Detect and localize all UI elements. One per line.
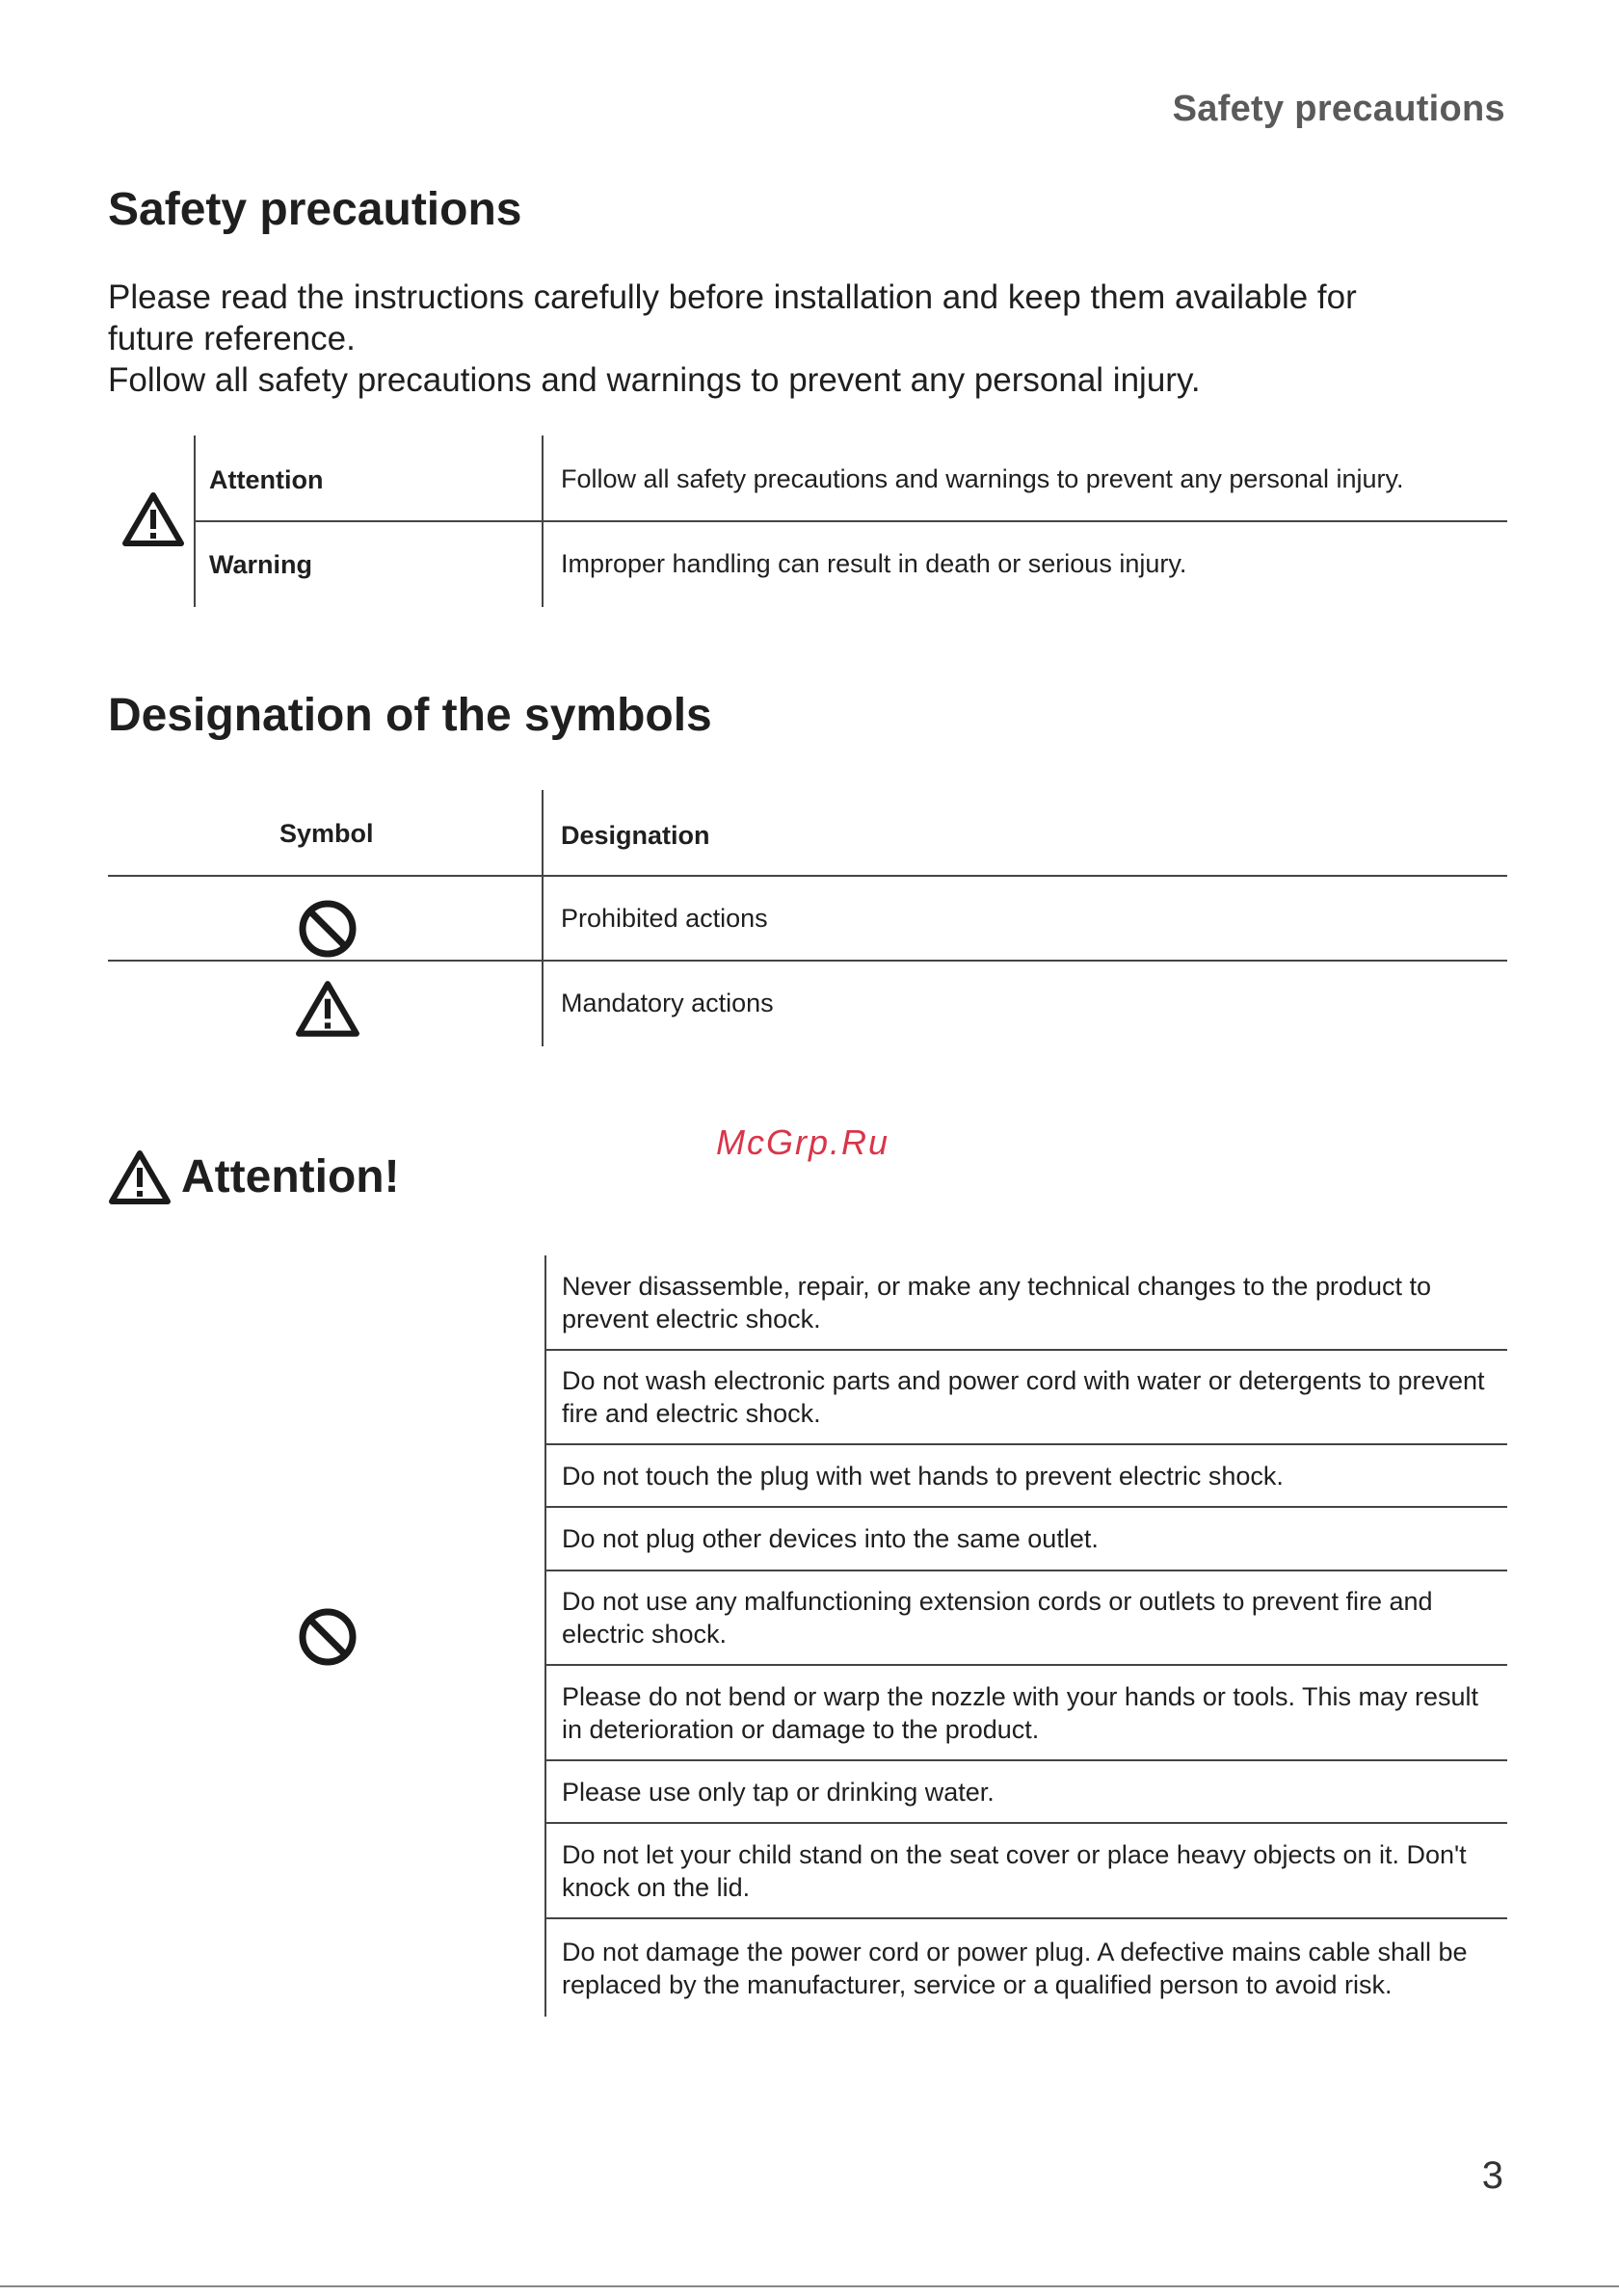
warning-triangle-icon xyxy=(121,490,185,548)
symbol-designation-mandatory: Mandatory actions xyxy=(561,989,774,1017)
table-divider xyxy=(108,960,1507,962)
symbols-header-symbol: Symbol xyxy=(279,819,374,848)
warnings-label-warning: Warning xyxy=(209,550,312,579)
prohibited-icon xyxy=(297,898,358,960)
rule-text: Do not damage the power cord or power plug. A defective mains cable shall be replaced by the manufacturer, service or a qualified person to avoid risk. xyxy=(562,1937,1468,1999)
rule-item xyxy=(546,1445,1507,1508)
rule-item xyxy=(546,1351,1507,1445)
rule-item xyxy=(546,1761,1507,1824)
rule-item xyxy=(546,1571,1507,1666)
rule-item xyxy=(546,1919,1507,2017)
rule-text: Please use only tap or drinking water. xyxy=(562,1777,995,1807)
rule-text: Do not wash electronic parts and power cord with water or detergents to prevent fire and electric shock. xyxy=(562,1366,1485,1428)
table-divider xyxy=(108,875,1507,877)
warnings-text-attention: Follow all safety precautions and warnings to prevent any personal injury. xyxy=(561,464,1404,493)
warning-triangle-icon xyxy=(295,979,360,1039)
watermark: McGrp.Ru xyxy=(716,1122,890,1162)
page-title: Safety precautions xyxy=(108,184,522,235)
rule-item xyxy=(546,1666,1507,1761)
intro-line-3: Follow all safety precautions and warnings to prevent any personal injury. xyxy=(108,361,1201,399)
warnings-label-attention: Attention xyxy=(209,465,324,494)
rule-text: Do not use any malfunctioning extension cords or outlets to prevent fire and electric shock. xyxy=(562,1587,1433,1649)
rule-text: Never disassemble, repair, or make any technical changes to the product to prevent electric shock. xyxy=(562,1271,1431,1333)
intro-line-1: Please read the instructions carefully before installation and keep them available for xyxy=(108,278,1357,316)
page-bottom-edge xyxy=(0,2285,1619,2287)
rule-item xyxy=(546,1824,1507,1919)
warnings-text-warning: Improper handling can result in death or serious injury. xyxy=(561,549,1187,578)
rule-item xyxy=(546,1255,1507,1351)
rule-text: Do not let your child stand on the seat cover or place heavy objects on it. Don't knock on the lid. xyxy=(562,1839,1467,1902)
prohibited-icon xyxy=(297,1606,358,1668)
rule-text: Do not plug other devices into the same outlet. xyxy=(562,1524,1099,1553)
symbols-header-designation: Designation xyxy=(561,821,710,850)
table-divider xyxy=(194,520,1507,522)
symbols-section-title: Designation of the symbols xyxy=(108,690,712,741)
attention-title: Attention! xyxy=(181,1151,400,1202)
warnings-table xyxy=(108,435,1507,607)
warning-triangle-icon xyxy=(108,1148,172,1206)
symbol-designation-prohibited: Prohibited actions xyxy=(561,904,768,933)
intro-line-2: future reference. xyxy=(108,320,356,357)
symbols-table xyxy=(108,790,1507,1046)
rule-text: Do not touch the plug with wet hands to prevent electric shock. xyxy=(562,1461,1284,1491)
running-header: Safety precautions xyxy=(1172,89,1505,129)
table-divider xyxy=(542,790,544,1046)
intro-paragraph xyxy=(108,277,1515,401)
page-number: 3 xyxy=(1481,2154,1503,2197)
rule-text: Please do not bend or warp the nozzle with your hands or tools. This may result in deterioration or damage to the product. xyxy=(562,1681,1479,1744)
rule-item xyxy=(546,1508,1507,1571)
